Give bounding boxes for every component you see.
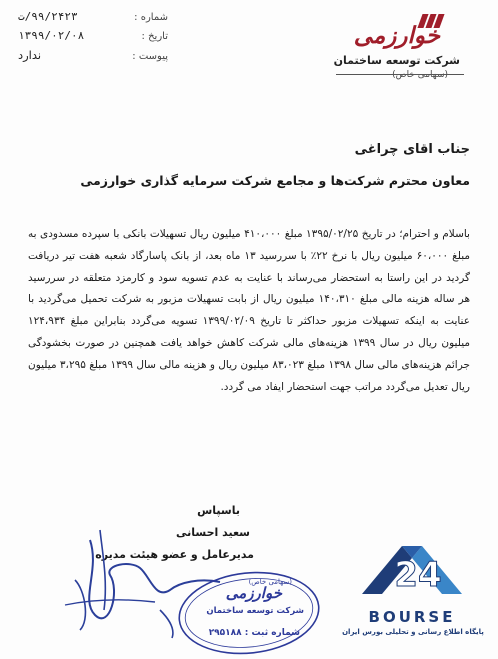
signer-title: مدیرعامل و عضو هیئت مدیره: [95, 548, 254, 561]
recipient-title: معاون محترم شرکت‌ها و مجامع شرکت سرمایه گذاری خوارزمی: [80, 173, 470, 188]
date-value: ۱۳۹۹/۰۲/۰۸: [18, 29, 85, 42]
company-type: (سهامی خاص): [392, 70, 448, 80]
bourse24-number: 24: [394, 555, 442, 595]
number-label: شماره :: [134, 12, 168, 23]
bourse24-logo-icon: [342, 528, 487, 610]
date-row: [18, 29, 168, 48]
body-paragraph: باسلام و احترام؛ در تاریخ ۱۳۹۵/۰۲/۲۵ مبلغ ۴۱۰،۰۰۰ میلیون ریال تسهیلات بانکی با سپرده مسدودی به مبلغ ۶۰،۰۰۰ میلیون ریال با نرخ ۲۲٪ با سررسید ۱۳ ماه بعد، از بانک پاسارگاد شعبه هفت تیر دریافت گردید در این راستا به استحضار می‌رساند با عنایت به عدم تسویه سود و کارمزد متعلقه در سررسید هر ساله هزینه مالی مبلغ ۱۴۰،۳۱۰ میلیون ریال از بابت تسهیلات مزبور به شرکت تحمیل می‌گردید با عنایت به اینکه تسهیلات مزبور حداکثر تا تاریخ ۱۳۹۹/۰۲/۰۹ تسویه می‌گردد بنابراین مبلغ ۱۲۴،۹۳۴ میلیون ریال در سال ۱۳۹۹ هزینه‌های مالی شرکت کاهش خواهد یافت همچنین در صورت بخشودگی جرائم هزینه‌های مالی سال ۱۳۹۸ مبلغ ۸۳،۰۲۳ میلیون ریال و هزینه مالی سال ۱۳۹۹ مبلغ ۳،۲۹۵ میلیون ریال تعدیل می‌گردد مراتب جهت استحضار ایفاد می گردد.: [28, 228, 470, 393]
logo-mark: [310, 10, 460, 52]
logo-word: خوارزمی: [353, 22, 440, 49]
stamp-company: شرکت توسعه ساختمان: [206, 606, 304, 616]
bourse24-brand: BOURSE: [368, 608, 456, 626]
stamp-logo-word: خوارزمی: [225, 584, 282, 602]
attachment-value: ندارد: [18, 48, 42, 62]
bourse24-watermark: [342, 528, 487, 654]
letter-body: [28, 224, 470, 398]
recipient-name: جناب اقای چراغی: [354, 142, 470, 157]
bourse24-tagline: پایگاه اطلاع رسانی و تحلیلی بورس ایران: [342, 628, 484, 636]
number-value: ۹۹/۲۴۲۳/ت: [18, 10, 78, 23]
stamp-registration: شماره ثبت : ۲۹۵۱۸۸: [208, 628, 300, 638]
signer-name: سعید احسانی: [176, 526, 250, 539]
company-stamp: [176, 570, 322, 656]
recipient-block: [80, 142, 470, 188]
attachment-row: [18, 48, 168, 67]
stamp-type: (سهامی خاص): [248, 578, 292, 586]
company-name: شرکت توسعه ساختمان: [333, 54, 460, 67]
date-label: تاریخ :: [141, 31, 168, 42]
letter-meta: [18, 10, 168, 67]
attachment-label: پیوست :: [132, 51, 168, 62]
company-logo: [310, 10, 460, 80]
number-row: [18, 10, 168, 29]
logo-divider: [336, 74, 464, 75]
closing-text: باسپاس: [197, 504, 240, 517]
